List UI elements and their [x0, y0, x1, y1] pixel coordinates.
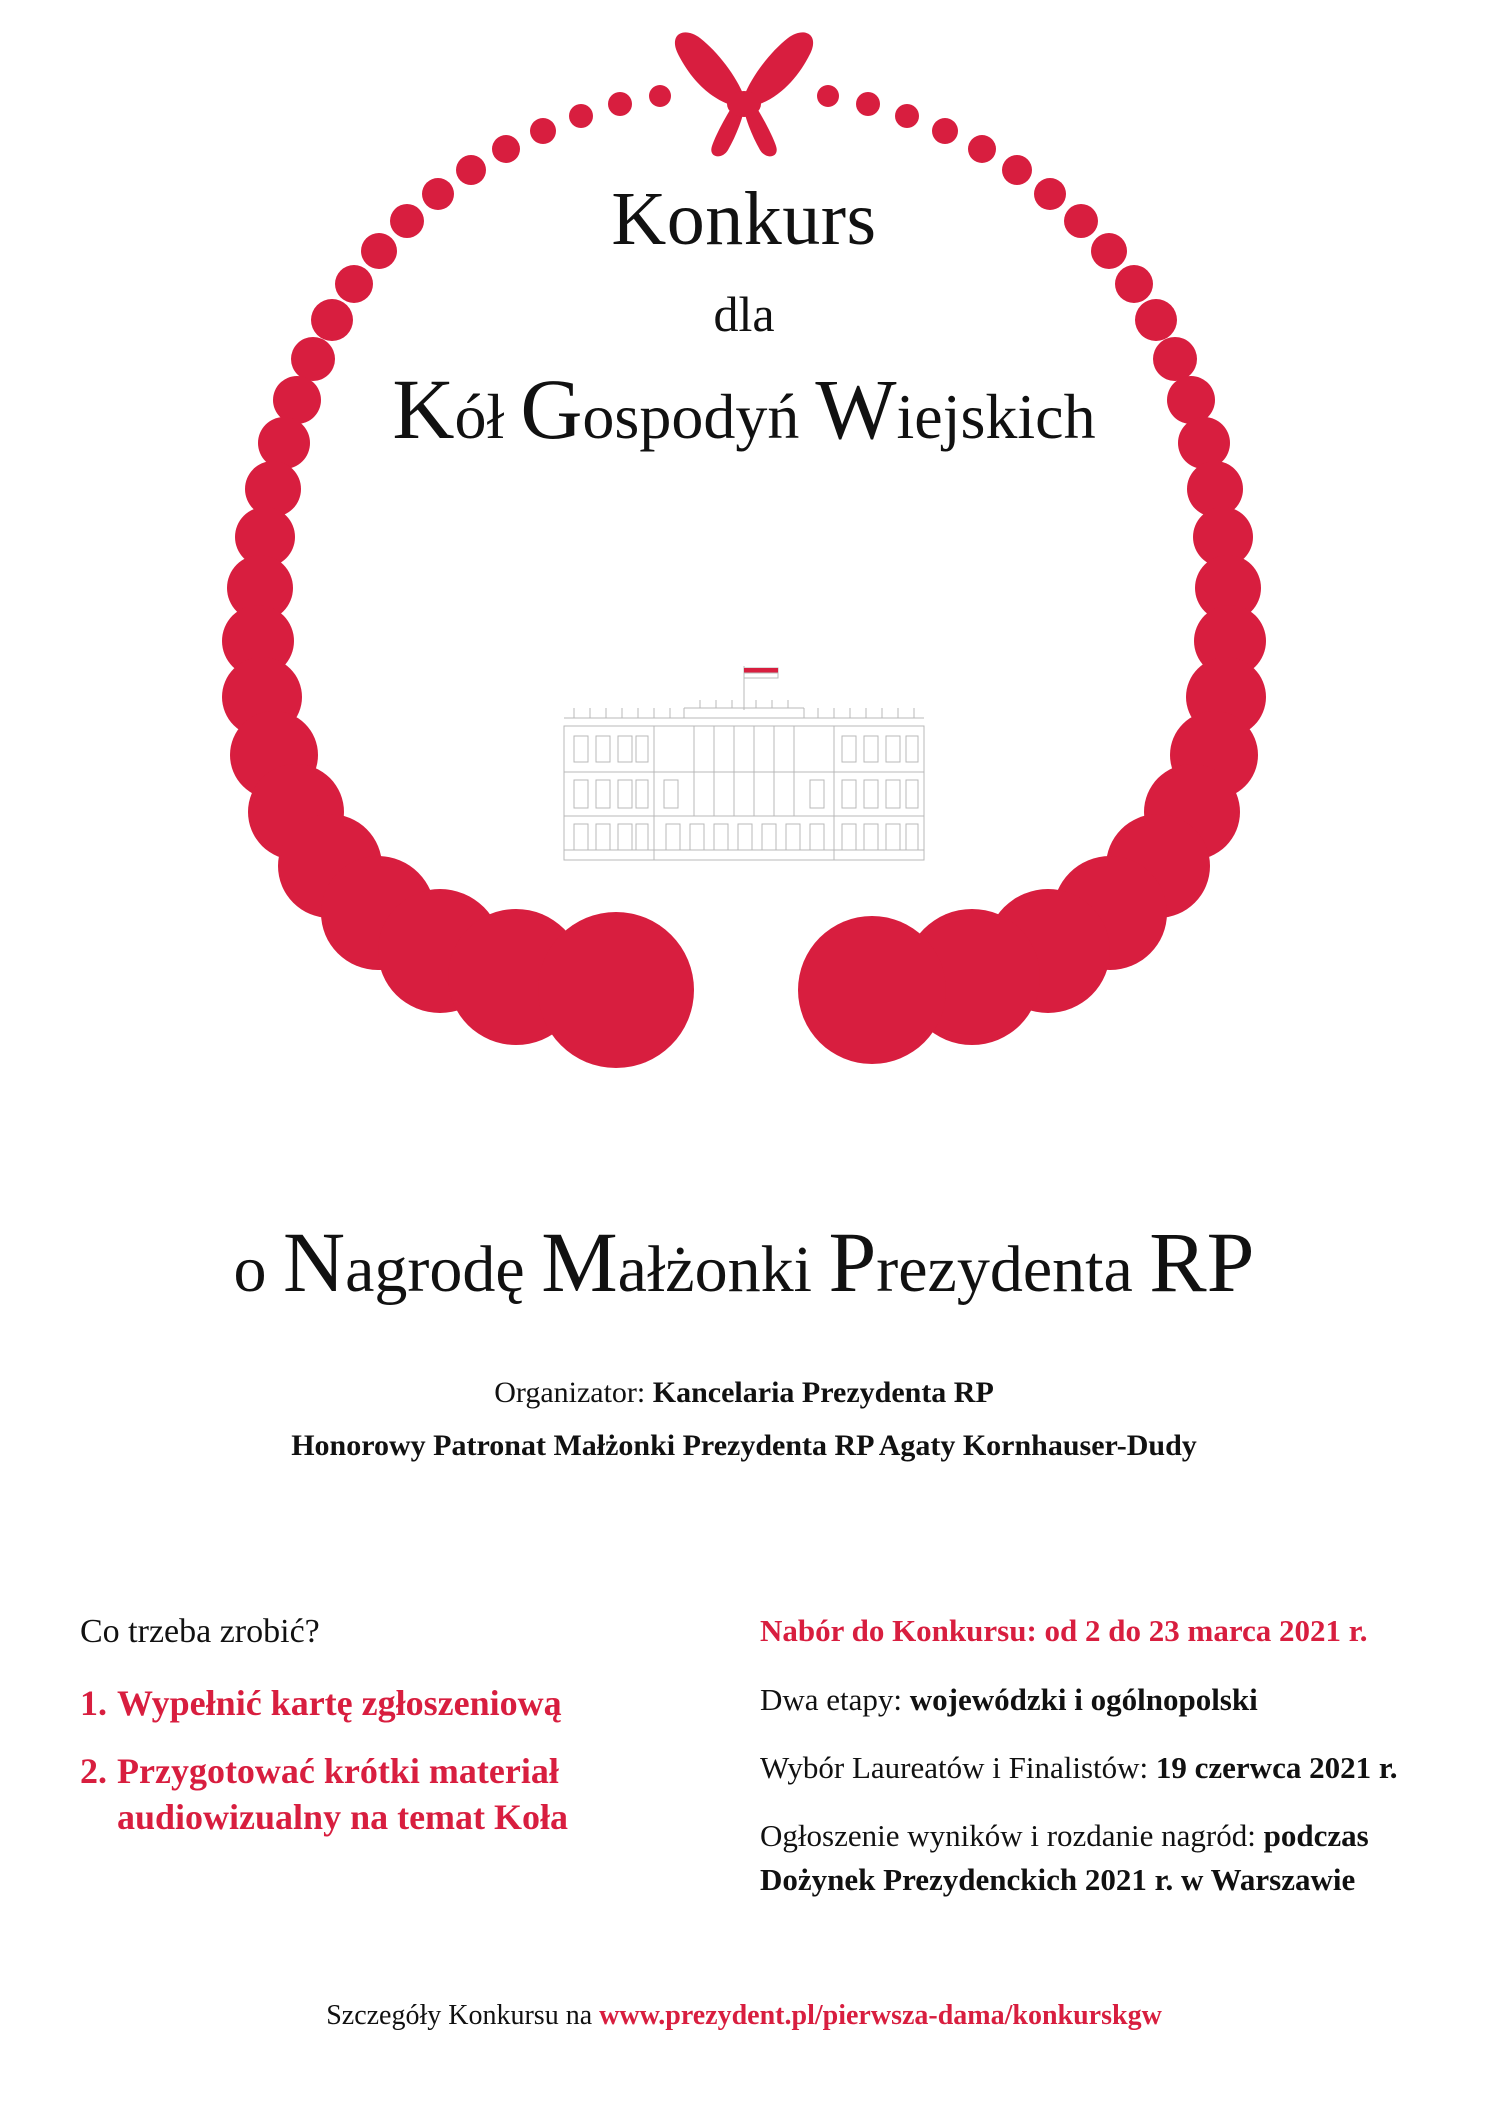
organizer-block	[0, 1370, 1488, 1469]
detail-value: wojewódzki i ogólnopolski	[909, 1681, 1258, 1717]
title-block	[0, 177, 1488, 457]
presidential-palace-icon	[534, 660, 954, 880]
recruitment-dates: Nabór do Konkursu: od 2 do 23 marca 2021 r.	[760, 1613, 1368, 1648]
title-kgw-g-rest: ospodyń	[582, 380, 816, 452]
detail-value: podczas Dożynek Prezydenckich 2021 r. w Warszawie	[760, 1817, 1369, 1897]
detail-row	[760, 1746, 1420, 1790]
palace-drawing	[534, 660, 954, 880]
prize-rp: RP	[1149, 1214, 1255, 1310]
footer	[0, 2000, 1488, 2032]
title-kgw-g: G	[520, 360, 583, 457]
prize-title	[0, 1215, 1488, 1310]
organizer-line	[0, 1370, 1488, 1417]
step-text: Przygotować krótki materiał audiowizualny na temat Koła	[117, 1751, 569, 1838]
step-text: Wypełnić kartę zgłoszeniową	[117, 1683, 562, 1724]
details-columns	[0, 1610, 1488, 1940]
contest-url-link[interactable]: www.prezydent.pl/pierwsza-dama/konkurskgw	[599, 2000, 1162, 2031]
organizer-name: Kancelaria Prezydenta RP	[652, 1376, 994, 1409]
detail-label: Dwa etapy:	[760, 1681, 910, 1717]
prize-n-rest: agrodę	[345, 1233, 542, 1306]
title-kgw	[0, 362, 1488, 457]
title-kgw-k: K	[392, 360, 455, 457]
left-column	[80, 1610, 720, 1862]
prize-prefix: o	[233, 1233, 284, 1306]
prize-p: P	[828, 1214, 877, 1310]
question-label: Co trzeba zrobić?	[80, 1613, 320, 1650]
prize-p-rest: rezydenta	[876, 1233, 1150, 1306]
step-number: 2.	[80, 1751, 107, 1792]
detail-value: 19 czerwca 2021 r.	[1155, 1749, 1398, 1785]
title-kgw-k-rest: ół	[454, 380, 521, 452]
patronage-line: Honorowy Patronat Małżonki Prezydenta RP Agaty Kornhauser-Dudy	[291, 1428, 1197, 1462]
footer-prefix: Szczegóły Konkursu na	[326, 2000, 600, 2031]
right-column	[760, 1610, 1420, 1926]
detail-row	[760, 1678, 1420, 1722]
title-dla: dla	[713, 285, 775, 342]
detail-row	[760, 1814, 1420, 1902]
step-item	[80, 1680, 720, 1726]
detail-label: Wybór Laureatów i Finalistów:	[760, 1749, 1156, 1785]
detail-label: Ogłoszenie wyników i rozdanie nagród:	[760, 1817, 1264, 1853]
step-item	[80, 1748, 720, 1840]
step-number: 1.	[80, 1683, 107, 1724]
title-kgw-w-rest: iejskich	[896, 380, 1096, 452]
title-kgw-w: W	[815, 360, 897, 457]
prize-m-rest: ałżonki	[617, 1233, 829, 1306]
prize-n: N	[283, 1214, 346, 1310]
title-konkurs: Konkurs	[611, 177, 877, 261]
organizer-label: Organizator:	[494, 1376, 653, 1409]
prize-m: M	[541, 1214, 618, 1310]
